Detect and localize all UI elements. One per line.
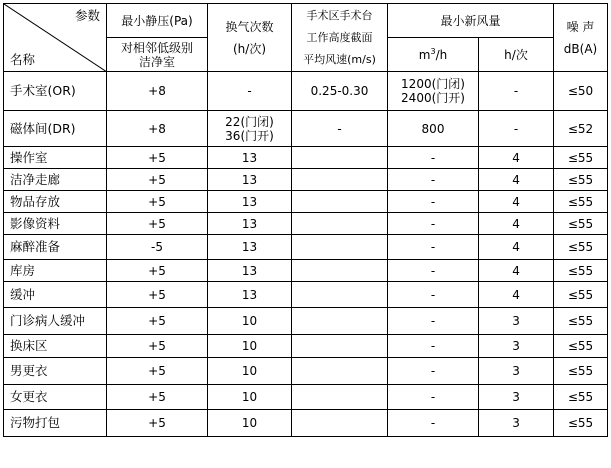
velocity-cell [292, 72, 388, 111]
air-changes-cell [208, 111, 292, 147]
table-row [4, 235, 608, 260]
pressure-cell [107, 358, 208, 385]
noise-cell [554, 191, 608, 213]
fresh-air-m3h-cell-line: - [430, 150, 436, 165]
velocity-cell [292, 260, 388, 282]
table-row [4, 282, 608, 308]
air-changes-cell [208, 410, 292, 437]
fresh-air-m3h-cell [388, 191, 479, 213]
room-name-cell-text: 麻醉准备 [10, 239, 61, 254]
velocity-cell [292, 282, 388, 308]
pressure-cell [107, 260, 208, 282]
noise-cell-text: ≤55 [567, 364, 594, 378]
noise-cell [554, 308, 608, 335]
room-name-cell-text: 污物打包 [10, 415, 61, 430]
air-changes-cell [208, 213, 292, 235]
header-fresh-air-title: 最小新风量 [388, 4, 554, 38]
table-row [4, 358, 608, 385]
fresh-air-m3h-cell-line: - [430, 364, 436, 378]
fresh-air-m3h-cell [388, 308, 479, 335]
header-name-label: 名称 [10, 52, 36, 67]
noise-cell [554, 260, 608, 282]
noise-cell-text: ≤55 [567, 194, 594, 209]
table-row [4, 410, 608, 437]
header-noise: 噪 声 dB(A) [554, 4, 608, 72]
noise-cell-text: ≤55 [567, 287, 594, 302]
pressure-cell-text: +5 [148, 339, 166, 353]
room-name-cell [4, 111, 107, 147]
room-name-cell [4, 147, 107, 169]
room-name-cell [4, 169, 107, 191]
air-changes-cell-line: 13 [241, 172, 258, 187]
air-changes-cell-line: 13 [241, 216, 258, 231]
room-name-cell [4, 260, 107, 282]
fresh-air-hx-cell-text: 3 [512, 390, 520, 404]
fresh-air-m3h-cell-line: - [430, 216, 436, 231]
room-name-cell-text: 手术室(OR) [10, 83, 76, 98]
fresh-air-m3h-cell [388, 111, 479, 147]
noise-cell-text: ≤55 [567, 390, 594, 404]
noise-cell [554, 358, 608, 385]
air-changes-cell [208, 147, 292, 169]
noise-cell [554, 72, 608, 111]
room-name-cell-text: 洁净走廊 [10, 171, 61, 187]
table-row [4, 191, 608, 213]
pressure-cell [107, 235, 208, 260]
velocity-cell [292, 169, 388, 191]
noise-cell-text: ≤55 [567, 172, 594, 187]
fresh-air-m3h-cell-line: - [430, 263, 436, 278]
room-name-cell [4, 235, 107, 260]
header-diagonal-cell [4, 4, 107, 72]
header-param-label: 参数 [74, 8, 100, 23]
fresh-air-m3h-cell-line: 800 [421, 121, 445, 136]
noise-cell-text: ≤55 [567, 263, 594, 278]
velocity-cell [292, 147, 388, 169]
room-name-cell [4, 358, 107, 385]
room-name-cell [4, 213, 107, 235]
table-row [4, 72, 608, 111]
fresh-air-hx-cell-text: 3 [512, 339, 520, 353]
air-changes-cell-line: 10 [241, 364, 258, 378]
air-changes-cell-line: 13 [241, 150, 258, 165]
fresh-air-m3h-cell [388, 358, 479, 385]
air-changes-cell-line: 10 [241, 416, 258, 430]
header-fresh-air-hx: h/次 [479, 38, 554, 72]
pressure-cell [107, 111, 208, 147]
room-name-cell [4, 335, 107, 358]
fresh-air-hx-cell [479, 169, 554, 191]
table-row [4, 111, 608, 147]
noise-cell-text: ≤55 [567, 150, 594, 165]
air-changes-cell-line: 10 [241, 314, 258, 328]
fresh-air-m3h-cell [388, 260, 479, 282]
fresh-air-m3h-cell-line: - [430, 339, 436, 353]
air-changes-cell-line: 10 [241, 339, 258, 353]
fresh-air-hx-cell [479, 282, 554, 308]
air-changes-cell [208, 282, 292, 308]
room-name-cell-text: 影像资料 [10, 215, 61, 231]
pressure-cell-text: +5 [148, 172, 166, 187]
pressure-cell-text: +5 [148, 194, 166, 209]
pressure-cell [107, 385, 208, 410]
fresh-air-hx-cell [479, 308, 554, 335]
parameter-table-wrapper [3, 3, 608, 437]
fresh-air-m3h-cell-line: 1200(门闭) [401, 77, 465, 91]
air-changes-cell [208, 169, 292, 191]
pressure-cell-text: +8 [148, 121, 166, 136]
velocity-cell [292, 410, 388, 437]
room-name-cell-text: 操作室 [10, 149, 48, 165]
parameter-table [3, 3, 608, 437]
noise-cell [554, 147, 608, 169]
velocity-cell [292, 235, 388, 260]
noise-cell [554, 410, 608, 437]
table-row [4, 385, 608, 410]
fresh-air-hx-cell-text: 3 [512, 314, 520, 328]
pressure-cell [107, 72, 208, 111]
air-changes-cell [208, 358, 292, 385]
fresh-air-m3h-cell [388, 410, 479, 437]
room-name-cell-text: 磁体间(DR) [10, 120, 76, 136]
fresh-air-m3h-cell-line: - [430, 390, 436, 404]
fresh-air-m3h-cell [388, 72, 479, 111]
room-name-cell-text: 库房 [10, 262, 36, 278]
pressure-cell [107, 282, 208, 308]
noise-cell-text: ≤52 [567, 121, 594, 136]
fresh-air-hx-cell-text: 3 [512, 364, 520, 378]
fresh-air-m3h-cell-line: - [430, 172, 436, 187]
room-name-cell [4, 410, 107, 437]
velocity-cell [292, 335, 388, 358]
header-pressure-title: 最小静压(Pa) [107, 4, 208, 38]
fresh-air-m3h-cell [388, 213, 479, 235]
air-changes-cell-line: 13 [241, 263, 258, 278]
pressure-cell-text: +5 [148, 314, 166, 328]
fresh-air-m3h-cell [388, 169, 479, 191]
table-row [4, 213, 608, 235]
fresh-air-hx-cell-text: 4 [512, 263, 520, 278]
header-velocity: 手术区手术台 工作高度截面 平均风速(m/s) [292, 4, 388, 72]
velocity-cell [292, 308, 388, 335]
fresh-air-hx-cell-text: - [513, 84, 519, 98]
air-changes-cell [208, 191, 292, 213]
air-changes-cell [208, 260, 292, 282]
table-row [4, 308, 608, 335]
pressure-cell [107, 147, 208, 169]
fresh-air-hx-cell-text: - [513, 121, 519, 136]
air-changes-cell [208, 385, 292, 410]
noise-cell [554, 282, 608, 308]
room-name-cell [4, 385, 107, 410]
air-changes-cell-line: 13 [241, 240, 258, 254]
pressure-cell-text: +5 [148, 150, 166, 165]
header-pressure-sub: 对相邻低级别 洁净室 [107, 38, 208, 72]
room-name-cell [4, 282, 107, 308]
pressure-cell [107, 213, 208, 235]
air-changes-cell-line: - [247, 84, 252, 98]
noise-cell [554, 235, 608, 260]
noise-cell-text: ≤55 [567, 216, 594, 231]
room-name-cell-text: 物品存放 [10, 193, 61, 209]
fresh-air-m3h-cell [388, 385, 479, 410]
header-fresh-air-m3h: $m^3/h$ [388, 38, 479, 72]
noise-cell-text: ≤55 [567, 339, 594, 353]
pressure-cell [107, 191, 208, 213]
room-name-cell-text: 换床区 [10, 338, 48, 353]
air-changes-cell-line: 10 [241, 390, 258, 404]
fresh-air-m3h-cell-line: - [430, 314, 436, 328]
noise-cell-text: ≤50 [567, 84, 594, 98]
velocity-cell [292, 385, 388, 410]
air-changes-cell-line: 22(门闭) [225, 114, 274, 129]
velocity-cell [292, 191, 388, 213]
fresh-air-hx-cell [479, 72, 554, 111]
air-changes-cell-line: 13 [241, 287, 258, 302]
pressure-cell [107, 169, 208, 191]
fresh-air-hx-cell [479, 385, 554, 410]
noise-cell-text: ≤55 [567, 314, 594, 328]
air-changes-cell-line: 13 [241, 194, 258, 209]
fresh-air-hx-cell [479, 213, 554, 235]
header-row-1 [4, 4, 608, 38]
fresh-air-m3h-cell-line: - [430, 287, 436, 302]
fresh-air-hx-cell-text: 4 [512, 240, 520, 254]
fresh-air-hx-cell [479, 191, 554, 213]
air-changes-cell [208, 72, 292, 111]
table-row [4, 147, 608, 169]
fresh-air-hx-cell-text: 4 [512, 287, 520, 302]
header-air-changes: 换气次数 (h/次) [208, 4, 292, 72]
table-row [4, 169, 608, 191]
noise-cell [554, 213, 608, 235]
fresh-air-hx-cell [479, 335, 554, 358]
velocity-cell [292, 358, 388, 385]
room-name-cell-text: 女更衣 [10, 389, 48, 404]
pressure-cell [107, 410, 208, 437]
pressure-cell-text: -5 [151, 240, 163, 254]
fresh-air-hx-cell [479, 260, 554, 282]
fresh-air-m3h-cell-line: - [430, 240, 436, 254]
fresh-air-m3h-cell-line: - [430, 416, 436, 430]
pressure-cell-text: +5 [148, 390, 166, 404]
fresh-air-m3h-cell [388, 335, 479, 358]
fresh-air-hx-cell-text: 3 [512, 416, 520, 430]
air-changes-cell [208, 235, 292, 260]
fresh-air-hx-cell [479, 410, 554, 437]
velocity-cell [292, 213, 388, 235]
pressure-cell [107, 308, 208, 335]
fresh-air-m3h-cell-line: 2400(门开) [401, 91, 465, 105]
noise-cell-text: ≤55 [567, 240, 594, 254]
fresh-air-m3h-cell [388, 147, 479, 169]
fresh-air-hx-cell [479, 358, 554, 385]
fresh-air-hx-cell-text: 4 [512, 172, 520, 187]
room-name-cell-text: 男更衣 [10, 363, 48, 378]
room-name-cell-text: 门诊病人缓冲 [10, 313, 86, 328]
velocity-cell [292, 111, 388, 147]
fresh-air-hx-cell-text: 4 [512, 194, 520, 209]
noise-cell [554, 335, 608, 358]
table-row [4, 335, 608, 358]
air-changes-cell-line: 36(门开) [225, 128, 274, 143]
velocity-cell-text: - [337, 121, 342, 136]
noise-cell [554, 385, 608, 410]
air-changes-cell [208, 308, 292, 335]
pressure-cell-text: +5 [148, 416, 166, 430]
room-name-cell [4, 191, 107, 213]
pressure-cell-text: +5 [148, 263, 166, 278]
room-name-cell [4, 308, 107, 335]
air-changes-cell [208, 335, 292, 358]
fresh-air-hx-cell-text: 4 [512, 150, 520, 165]
pressure-cell-text: +5 [148, 216, 166, 231]
fresh-air-hx-cell-text: 4 [512, 216, 520, 231]
fresh-air-hx-cell [479, 111, 554, 147]
room-name-cell-text: 缓冲 [10, 286, 36, 302]
noise-cell [554, 111, 608, 147]
fresh-air-m3h-cell-line: - [430, 194, 436, 209]
pressure-cell-text: +8 [148, 84, 166, 98]
velocity-cell-text: 0.25-0.30 [310, 84, 369, 98]
fresh-air-m3h-cell [388, 282, 479, 308]
fresh-air-hx-cell [479, 147, 554, 169]
fresh-air-m3h-cell [388, 235, 479, 260]
noise-cell-text: ≤55 [567, 416, 594, 430]
fresh-air-hx-cell [479, 235, 554, 260]
noise-cell [554, 169, 608, 191]
pressure-cell-text: +5 [148, 364, 166, 378]
pressure-cell-text: +5 [148, 287, 166, 302]
pressure-cell [107, 335, 208, 358]
table-row [4, 260, 608, 282]
room-name-cell [4, 72, 107, 111]
